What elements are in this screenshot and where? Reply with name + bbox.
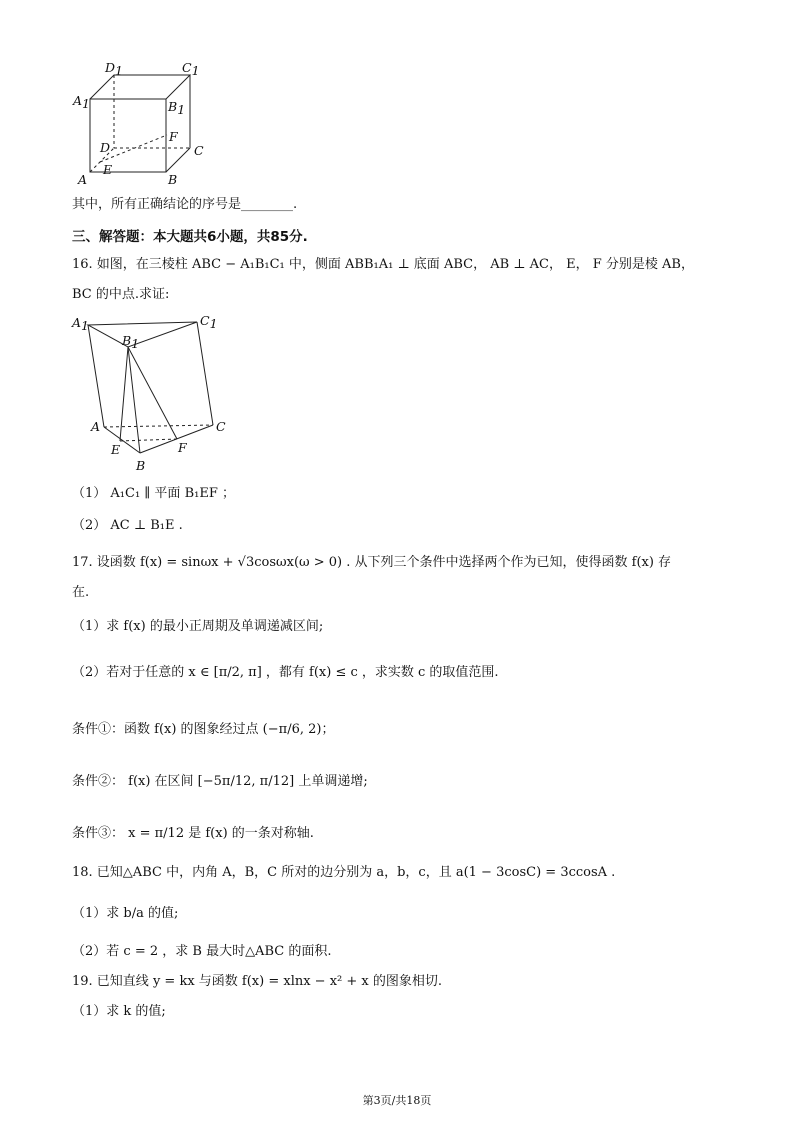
q16-part2: （2） AC ⊥ B₁E .	[72, 518, 183, 533]
segment-B1-F	[128, 347, 177, 439]
q16-line2: BC 的中点.求证:	[72, 287, 170, 302]
label-C: C	[216, 419, 226, 434]
q17-condition2: 条件②： f(x) 在区间 [−5π/12, π/12] 上单调递增;	[72, 774, 368, 789]
edge-C1-C	[197, 322, 213, 425]
label-F: F	[169, 129, 178, 144]
label-B1: B1	[168, 99, 186, 117]
label-F: F	[178, 440, 187, 455]
label-A1: A1	[72, 315, 89, 333]
label-A1: A1	[73, 93, 90, 111]
edge-B1-B	[128, 347, 140, 453]
edge-A1-A	[88, 325, 104, 427]
label-C: C	[194, 143, 204, 158]
label-D: D	[100, 140, 111, 155]
label-A: A	[78, 172, 88, 187]
label-C1: C1	[182, 60, 200, 78]
label-C1: C1	[200, 313, 218, 331]
q16-line1: 16. 如图，在三棱柱 ABC − A₁B₁C₁ 中，侧面 ABB₁A₁ ⊥ 底面 ABC， AB ⊥ AC， E， F 分别是棱 AB，	[72, 257, 694, 272]
label-E: E	[111, 442, 121, 457]
q17-line2: 在.	[72, 585, 90, 600]
top-face	[88, 322, 197, 347]
label-A: A	[91, 419, 101, 434]
label-B: B	[136, 458, 146, 473]
edge-B-C	[166, 148, 190, 172]
q17-part1: （1）求 f(x) 的最小正周期及单调递减区间;	[72, 619, 324, 634]
q17-condition1: 条件①：函数 f(x) 的图象经过点 (−π/6, 2)；	[72, 722, 335, 737]
edge-E-F	[120, 439, 177, 441]
q17-line1: 17. 设函数 f(x) = sinωx + √3cosωx(ω > 0) . 从下列三个条件中选择两个作为已知，使得函数 f(x) 存	[72, 555, 672, 570]
edge-A-C	[104, 425, 213, 427]
q17-condition3: 条件③： x = π/12 是 f(x) 的一条对称轴.	[72, 826, 314, 841]
q18-part1: （1）求 b/a 的值;	[72, 906, 179, 921]
label-E: E	[103, 162, 113, 177]
q18-part2: （2）若 c = 2 ，求 B 最大时△ABC 的面积.	[72, 944, 332, 959]
q18-line1: 18. 已知△ABC 中，内角 A，B，C 所对的边分别为 a，b，c，且 a(1 − 3cosC) = 3ccosA .	[72, 865, 616, 880]
q17-part2: （2）若对于任意的 x ∈ [π/2, π] ，都有 f(x) ≤ c ，求实数 c 的取值范围.	[72, 665, 499, 680]
prism-figure	[70, 310, 240, 478]
label-B: B	[168, 172, 178, 187]
cube-figure	[70, 55, 210, 190]
q15-answer-line: 其中，所有正确结论的序号是________.	[72, 197, 298, 212]
page-footer: 第3页/共18页	[362, 1094, 432, 1107]
q16-part1: （1） A₁C₁ ∥ 平面 B₁EF ；	[72, 486, 235, 501]
q19-line1: 19. 已知直线 y = kx 与函数 f(x) = xlnx − x² + x 的图象相切.	[72, 974, 443, 989]
top-face	[90, 75, 190, 99]
q19-part1: （1）求 k 的值;	[72, 1004, 166, 1019]
section3-heading: 三、解答题：本大题共6小题，共85分.	[72, 229, 308, 245]
label-B1: B1	[122, 333, 140, 351]
label-D1: D1	[105, 60, 123, 78]
